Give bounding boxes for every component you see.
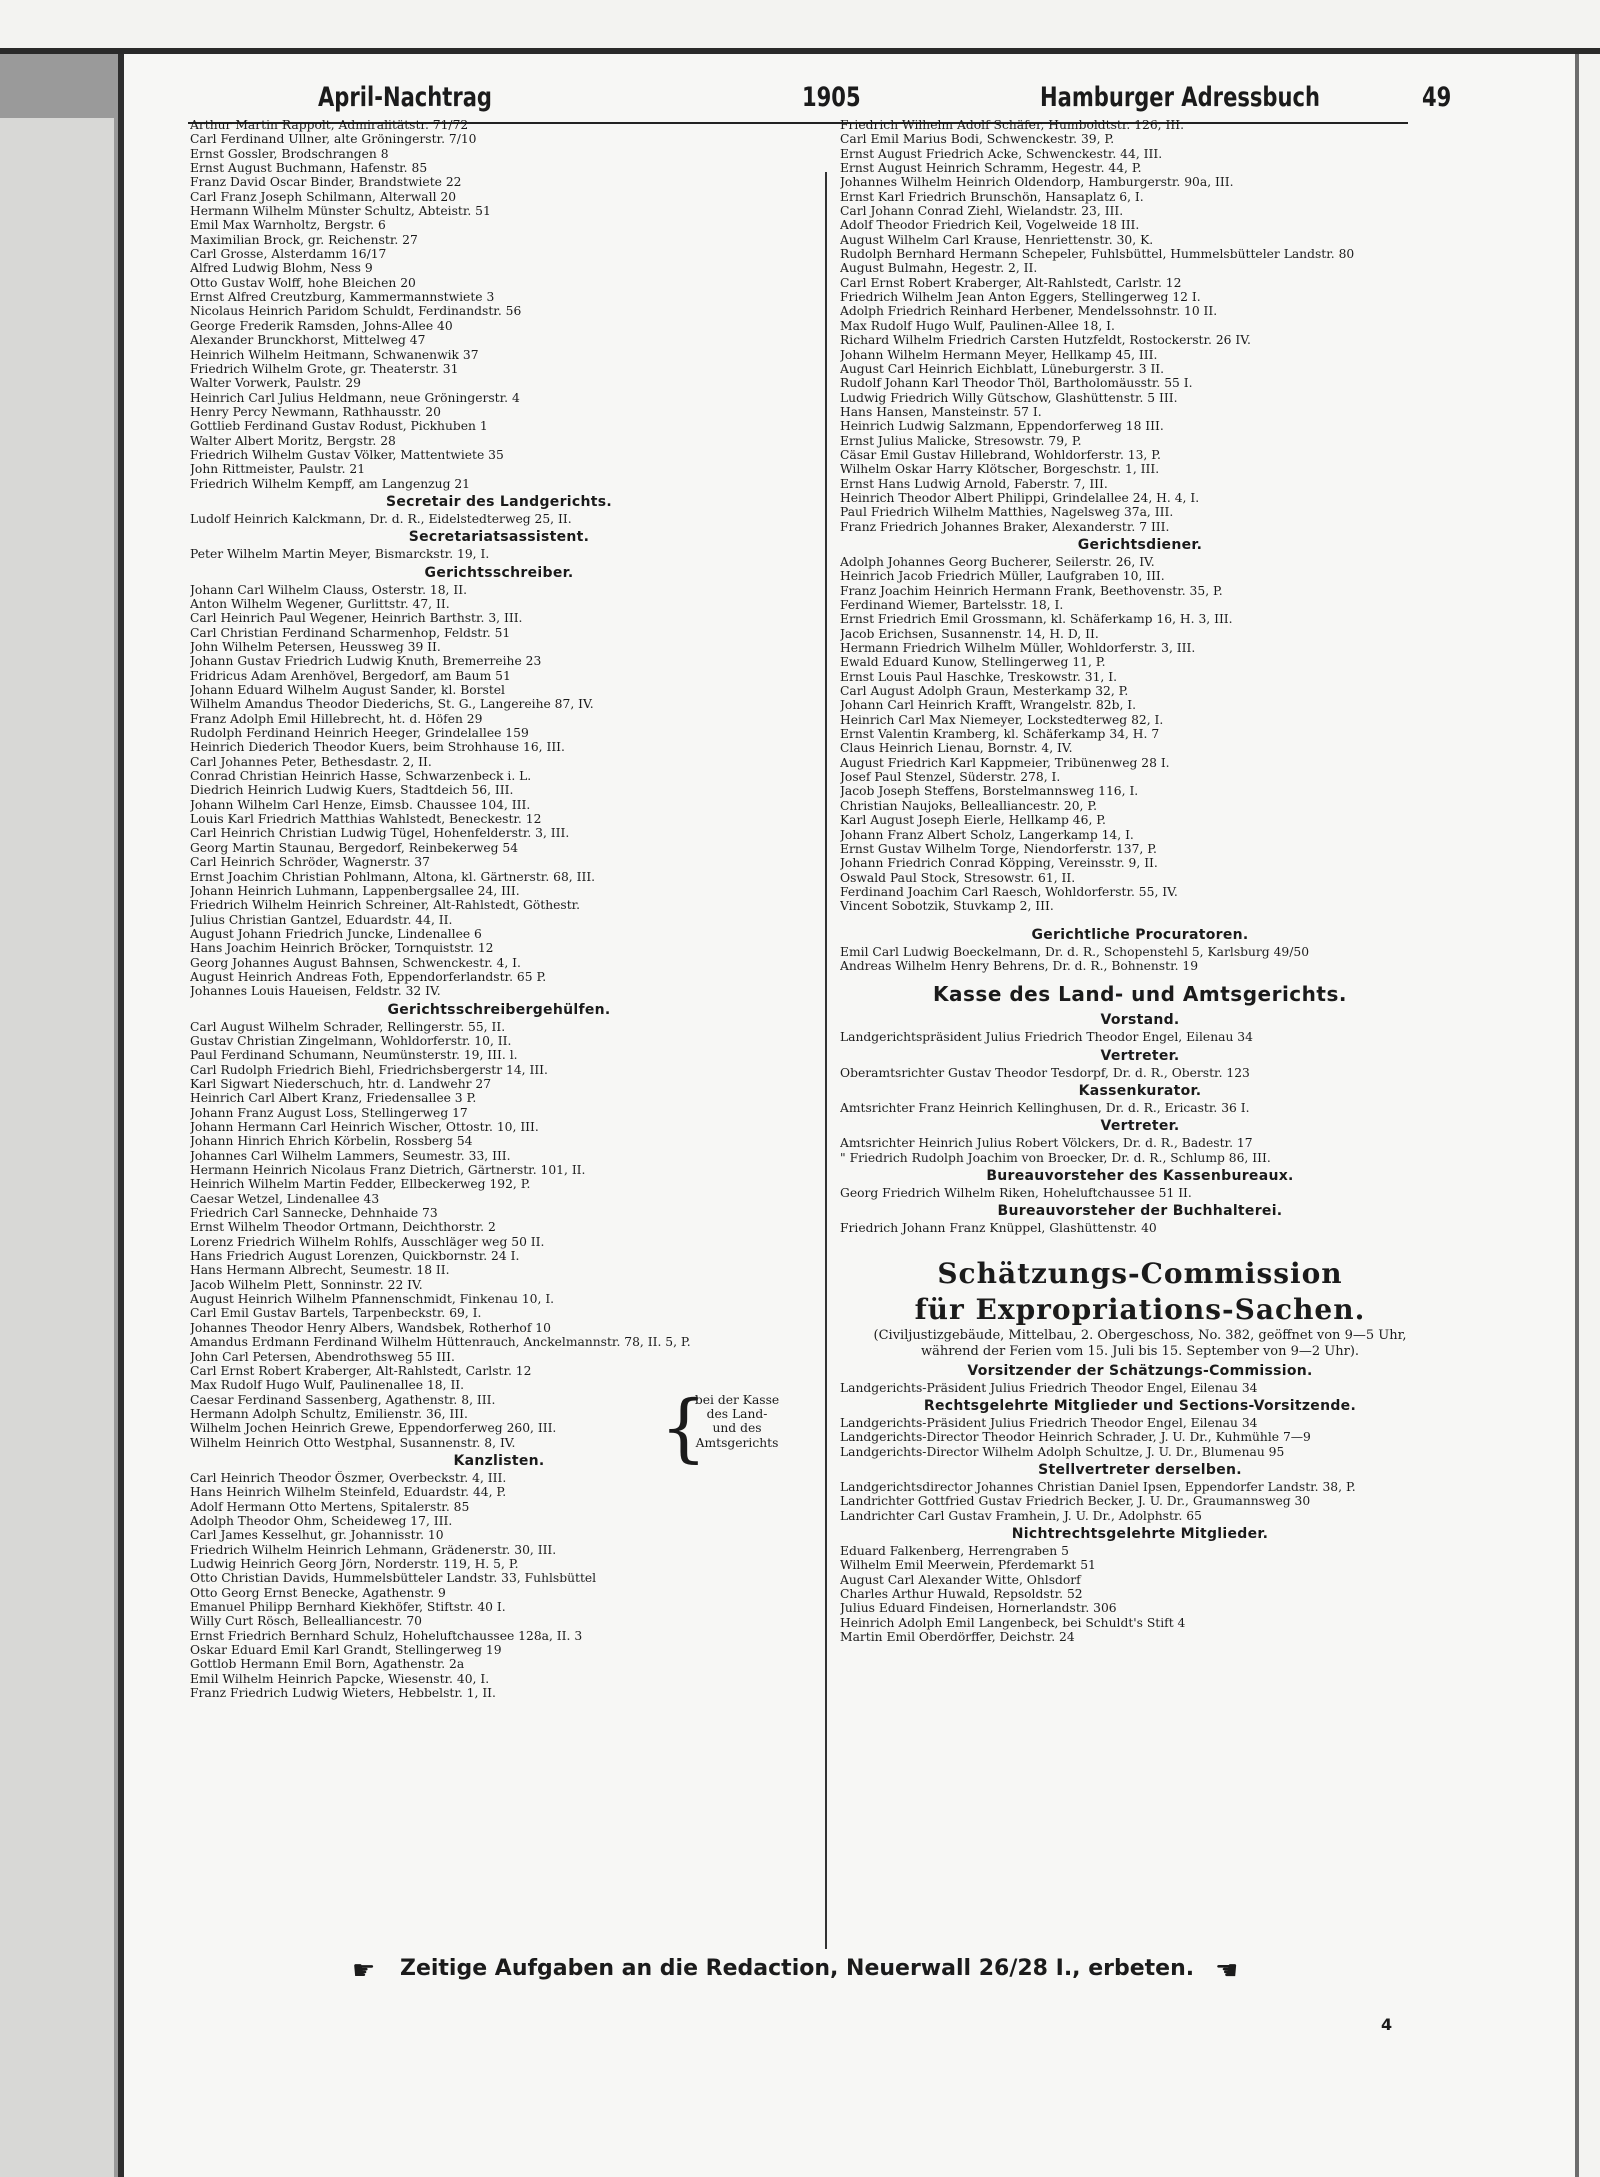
list-item: Anton Wilhelm Wegener, Gurlittstr. 47, II.	[190, 596, 450, 611]
list-item: Vincent Sobotzik, Stuvkamp 2, III.	[840, 899, 1054, 914]
list-item: Georg Johannes August Bahnsen, Schwenckestr. 4, I.	[190, 955, 521, 970]
list-item: Landgerichts-Director Theodor Heinrich Schrader, J. U. Dr., Kuhmühle 7—9	[840, 1430, 1311, 1445]
list-item: Carl Heinrich Schröder, Wagnerstr. 37	[190, 855, 430, 870]
list-item: Emil Carl Ludwig Boeckelmann, Dr. d. R., Schopenstehl 5, Karlsburg 49/50	[840, 944, 1310, 959]
list-item: Heinrich Jacob Friedrich Müller, Laufgraben 10, III.	[840, 569, 1165, 584]
list-item: " Friedrich Rudolph Joachim von Broecker, Dr. d. R., Schlump 86, III.	[840, 1150, 1271, 1165]
list-item: Wilhelm Emil Meerwein, Pferdemarkt 51	[840, 1558, 1096, 1573]
list-item: Amtsrichter Heinrich Julius Robert Völckers, Dr. d. R., Badestr. 17	[840, 1136, 1253, 1151]
section-title: Gerichtsdiener.	[1077, 536, 1203, 553]
list-item: Paul Friedrich Wilhelm Matthies, Nagelsweg 37a, III.	[840, 505, 1174, 520]
list-item: Gottlieb Ferdinand Gustav Rodust, Pickhuben 1	[190, 419, 488, 434]
section-title: Vorsitzender der Schätzungs-Commission.	[967, 1362, 1313, 1379]
list-item: Otto Gustav Wolff, hohe Bleichen 20	[190, 275, 416, 290]
list-item: Heinrich Carl Julius Heldmann, neue Gröningerstr. 4	[190, 390, 520, 405]
list-item: Andreas Wilhelm Henry Behrens, Dr. d. R., Bohnenstr. 19	[840, 958, 1199, 973]
list-item: Fridricus Adam Arenhövel, Bergedorf, am Baum 51	[190, 668, 511, 683]
list-item: Carl Emil Marius Bodi, Schwenckestr. 39, P.	[840, 132, 1115, 147]
list-item: Adolph Theodor Ohm, Scheideweg 17, III.	[190, 1513, 453, 1528]
list-item: Rudolph Ferdinand Heinrich Heeger, Grindelallee 159	[190, 726, 529, 741]
list-item: Carl Ferdinand Ullner, alte Gröningerstr. 7/10	[190, 132, 477, 147]
list-item: Amtsrichter Franz Heinrich Kellinghusen, Dr. d. R., Ericastr. 36 I.	[840, 1100, 1250, 1115]
list-procuratoren	[840, 945, 1440, 974]
list-item: Ernst Wilhelm Theodor Ortmann, Deichthorstr. 2	[190, 1220, 496, 1235]
section-title: Vertreter.	[1100, 1118, 1180, 1135]
brace-note-line: und des	[712, 1421, 762, 1436]
list-vorsitzender	[840, 1381, 1440, 1395]
footer-notice: Zeitige Aufgaben an die Redaction, Neuerwall 26/28 I., erbeten.	[400, 1956, 1195, 1981]
section-title: Stellvertreter derselben.	[1038, 1462, 1242, 1479]
list-item: Julius Christian Gantzel, Eduardstr. 44, II.	[190, 912, 453, 927]
list-item: John Wilhelm Petersen, Heussweg 39 II.	[190, 640, 441, 654]
list-item: Carl Johann Conrad Ziehl, Wielandstr. 23, III.	[840, 204, 1124, 219]
list-item: Otto Georg Ernst Benecke, Agathenstr. 9	[190, 1585, 446, 1600]
list-item: Karl Sigwart Niederschuch, htr. d. Landwehr 27	[190, 1076, 492, 1091]
header-left: April-Nachtrag	[318, 82, 493, 113]
list-item: Ernst Louis Paul Haschke, Treskowstr. 31, I.	[840, 669, 1117, 684]
list-item: Ferdinand Joachim Carl Raesch, Wohldorferstr. 55, IV.	[840, 884, 1178, 899]
list-item: Richard Wilhelm Friedrich Carsten Hutzfeldt, Rostockerstr. 26 IV.	[840, 333, 1251, 348]
list-item: Friedrich Wilhelm Gustav Völker, Mattentwiete 35	[190, 447, 504, 462]
list-item: Friedrich Wilhelm Heinrich Lehmann, Grädenerstr. 30, III.	[190, 1542, 557, 1557]
list-item: Friedrich Wilhelm Jean Anton Eggers, Stellingerweg 12 I.	[840, 290, 1201, 305]
section-title: Vorstand.	[1100, 1012, 1180, 1029]
section-title: Kanzlisten.	[453, 1452, 545, 1469]
list-item: Emil Wilhelm Heinrich Papcke, Wiesenstr. 40, I.	[190, 1671, 490, 1686]
list-item: Landrichter Gottfried Gustav Friedrich Becker, J. U. Dr., Graumannsweg 30	[840, 1494, 1311, 1509]
page-number: 49	[1422, 82, 1452, 113]
list-item: Friedrich Wilhelm Kempff, am Langenzug 21	[190, 476, 471, 491]
list-item: Claus Heinrich Lienau, Bornstr. 4, IV.	[840, 741, 1073, 756]
list-item: August Carl Heinrich Eichblatt, Lüneburgerstr. 3 II.	[840, 361, 1165, 376]
list-item: Landgerichts-Präsident Julius Friedrich Theodor Engel, Eilenau 34	[840, 1416, 1258, 1430]
list-stellvertreter	[840, 1480, 1440, 1523]
list-item: Cäsar Emil Gustav Hillebrand, Wohldorferstr. 13, P.	[840, 447, 1161, 462]
list-item: Ernst August Heinrich Schramm, Hegestr. 44, P.	[840, 161, 1142, 176]
list-item: Heinrich Wilhelm Martin Fedder, Ellbeckerweg 192, P.	[190, 1177, 531, 1192]
list-item: Ludwig Heinrich Georg Jörn, Norderstr. 119, H. 5, P.	[190, 1556, 519, 1571]
list-bureauvorsteher-buch	[840, 1221, 1440, 1235]
list-item: Johannes Wilhelm Heinrich Oldendorp, Hamburgerstr. 90a, III.	[840, 175, 1234, 190]
list-item: Ernst Karl Friedrich Brunschön, Hansaplatz 6, I.	[840, 189, 1144, 204]
list-item: Maximilian Brock, gr. Reichenstr. 27	[190, 232, 418, 247]
list-item: Alfred Ludwig Blohm, Ness 9	[190, 261, 373, 276]
list-item: Martin Emil Oberdörffer, Deichstr. 24	[840, 1630, 1075, 1645]
list-item: Hermann Heinrich Nicolaus Franz Dietrich, Gärtnerstr. 101, II.	[190, 1163, 586, 1178]
list-item: Jacob Joseph Steffens, Borstelmannsweg 116, I.	[840, 784, 1139, 799]
list-item: Ernst Friedrich Bernhard Schulz, Hoheluftchaussee 128a, II. 3	[190, 1628, 583, 1643]
list-item: Emil Max Warnholtz, Bergstr. 6	[190, 218, 386, 233]
list-item: Johannes Carl Wilhelm Lammers, Seumestr. 33, III.	[190, 1148, 511, 1163]
list-item: Peter Wilhelm Martin Meyer, Bismarckstr. 19, I.	[190, 547, 490, 562]
list-item: August Heinrich Andreas Foth, Eppendorferlandstr. 65 P.	[190, 969, 547, 984]
list-item: Ernst Gossler, Brodschrangen 8	[190, 146, 389, 161]
list-item: August Carl Alexander Witte, Ohlsdorf	[840, 1572, 1081, 1587]
list-item: Heinrich Theodor Albert Philippi, Grindelallee 24, H. 4, I.	[840, 490, 1200, 505]
list-item: Johann Hinrich Ehrich Körbelin, Rossberg 54	[190, 1134, 473, 1149]
list-item: Carl August Wilhelm Schrader, Rellingerstr. 55, II.	[190, 1019, 506, 1034]
list-item: Landgerichtsdirector Johannes Christian Daniel Ipsen, Eppendorfer Landstr. 38, P.	[840, 1480, 1356, 1495]
list-bureauvorsteher-kasse	[840, 1186, 1440, 1200]
list-item: Carl James Kesselhut, gr. Johannisstr. 10	[190, 1528, 444, 1543]
pointing-hand-left-icon: ☚	[1215, 1956, 1239, 1986]
list-item: Landgerichts-Präsident Julius Friedrich Theodor Engel, Eilenau 34	[840, 1380, 1258, 1395]
list-item: Friedrich Wilhelm Grote, gr. Theaterstr. 31	[190, 361, 459, 376]
list-kassenkurator	[840, 1101, 1440, 1115]
list-item: Hans Hermann Albrecht, Seumestr. 18 II.	[190, 1263, 450, 1278]
right-column	[840, 118, 1440, 1644]
section-title: Gerichtliche Procuratoren.	[1031, 926, 1249, 943]
list-item: Ernst Joachim Christian Pohlmann, Altona, kl. Gärtnerstr. 68, III.	[190, 869, 596, 884]
list-item: Oswald Paul Stock, Stresowstr. 61, II.	[840, 870, 1076, 885]
section-title-large: Kasse des Land- und Amtsgerichts.	[933, 982, 1347, 1007]
brace-note-line: bei der Kasse	[694, 1392, 780, 1407]
list-gehuelfen	[190, 1020, 808, 1450]
list-item: Johann Franz Albert Scholz, Langerkamp 14, I.	[840, 827, 1134, 842]
list-item: Walter Vorwerk, Paulstr. 29	[190, 376, 361, 391]
list-item: Nicolaus Heinrich Paridom Schuldt, Ferdinandstr. 56	[190, 304, 522, 319]
scan-right-edge	[1575, 54, 1579, 2177]
pointing-hand-right-icon: ☛	[352, 1956, 376, 1986]
section-title: Rechtsgelehrte Mitglieder und Sections-Vorsitzende.	[923, 1398, 1357, 1414]
list-item: Charles Arthur Huwald, Repsoldstr. 52	[840, 1587, 1083, 1602]
list-item: Wilhelm Oskar Harry Klötscher, Borgeschstr. 1, III.	[840, 462, 1160, 477]
list-item: Heinrich Carl Albert Kranz, Friedensallee 3 P.	[190, 1091, 477, 1106]
list-item: Heinrich Ludwig Salzmann, Eppendorferweg 18 III.	[840, 419, 1164, 434]
list-item: Franz Friedrich Johannes Braker, Alexanderstr. 7 III.	[840, 519, 1170, 534]
section-title: Bureauvorsteher des Kassenbureaux.	[986, 1167, 1294, 1184]
list-item: Carl Grosse, Alsterdamm 16/17	[190, 247, 387, 262]
list-item: Henry Percy Newmann, Rathhausstr. 20	[190, 404, 441, 419]
list-item: Hans Hansen, Mansteinstr. 57 I.	[840, 404, 1042, 419]
list-item: August Johann Friedrich Juncke, Lindenallee 6	[190, 926, 482, 941]
list-item: Johann Hermann Carl Heinrich Wischer, Ottostr. 10, III.	[190, 1120, 539, 1134]
list-item: August Wilhelm Carl Krause, Henriettenstr. 30, K.	[840, 232, 1154, 247]
list-item: Ernst August Buchmann, Hafenstr. 85	[190, 161, 428, 176]
section-title: Bureauvorsteher der Buchhalterei.	[997, 1203, 1283, 1220]
header-year: 1905	[802, 82, 861, 113]
list-item: Johann Heinrich Luhmann, Lappenbergsallee 24, III.	[190, 883, 520, 898]
list-item: Adolph Johannes Georg Bucherer, Seilerstr. 26, IV.	[840, 554, 1155, 569]
list-item: Carl Heinrich Paul Wegener, Heinrich Barthstr. 3, III.	[190, 611, 523, 626]
list-item: Carl Rudolph Friedrich Biehl, Friedrichsbergerstr 14, III.	[190, 1062, 548, 1077]
list-item: Georg Friedrich Wilhelm Riken, Hoheluftchaussee 51 II.	[840, 1185, 1192, 1200]
list-item: Rudolf Johann Karl Theodor Thöl, Bartholomäusstr. 55 I.	[840, 376, 1193, 391]
header-title: Hamburger Adressbuch	[1040, 82, 1320, 113]
list-item: Wilhelm Amandus Theodor Diederichs, St. G., Langereihe 87, IV.	[190, 697, 594, 712]
list-item: Adolf Theodor Friedrich Keil, Vogelweide 18 III.	[840, 218, 1140, 233]
list-item: Carl Franz Joseph Schilmann, Alterwall 20	[190, 189, 457, 204]
list-item: Ferdinand Wiemer, Bartelsstr. 18, I.	[840, 598, 1064, 612]
list-item: Amandus Erdmann Ferdinand Wilhelm Hüttenrauch, Anckelmannstr. 78, II. 5, P.	[190, 1335, 691, 1350]
list-item: Jacob Wilhelm Plett, Sonninstr. 22 IV.	[190, 1277, 423, 1292]
section-note: (Civiljustizgebäude, Mittelbau, 2. Obergeschoss, No. 382, geöffnet von 9—5 Uhr,	[873, 1327, 1407, 1343]
list-item: Johann Franz August Loss, Stellingerweg 17	[190, 1105, 468, 1120]
list-item: Friedrich Wilhelm Adolf Schäfer, Humboldtstr. 126, III.	[840, 118, 1184, 132]
list-item: Hermann Adolph Schultz, Emilienstr. 36, III.	[190, 1406, 468, 1421]
list-item: August Friedrich Karl Kappmeier, Tribünenweg 28 I.	[840, 755, 1170, 770]
section-title: Gerichtsschreiber.	[424, 564, 574, 581]
list-item: Julius Eduard Findeisen, Hornerlandstr. 306	[840, 1601, 1117, 1616]
brace-note-line: des Land-	[706, 1406, 768, 1421]
section-title: Secretair des Landgerichts.	[385, 493, 612, 510]
list-item: Friedrich Johann Franz Knüppel, Glashüttenstr. 40	[840, 1221, 1157, 1236]
list-item: Gottlob Hermann Emil Born, Agathenstr. 2a	[190, 1657, 465, 1672]
list-item: Georg Martin Staunau, Bergedorf, Reinbekerweg 54	[190, 840, 519, 855]
list-kanzlisten	[190, 1471, 808, 1701]
list-item: Landgerichts-Director Wilhelm Adolph Schultze, J. U. Dr., Blumenau 95	[840, 1444, 1285, 1459]
scan-adjacent-page	[0, 118, 114, 2177]
section-title: Secretariatsassistent.	[408, 529, 590, 546]
list-item: Franz Friedrich Ludwig Wieters, Hebbelstr. 1, II.	[190, 1686, 496, 1701]
list-vorstand	[840, 1030, 1440, 1044]
brace-note	[672, 1393, 802, 1450]
list-item: John Rittmeister, Paulstr. 21	[190, 462, 366, 477]
list-item: Wilhelm Jochen Heinrich Grewe, Eppendorferweg 260, III.	[190, 1421, 557, 1436]
column-divider	[825, 172, 827, 1949]
list-item: Carl Johannes Peter, Bethesdastr. 2, II.	[190, 754, 432, 769]
section-title: Kassenkurator.	[1078, 1082, 1202, 1099]
list-right-top	[840, 118, 1440, 534]
list-item: George Frederik Ramsden, Johns-Allee 40	[190, 318, 453, 333]
list-item: Diedrich Heinrich Ludwig Kuers, Stadtdeich 56, III.	[190, 783, 514, 798]
list-secretariatsassistent	[190, 547, 808, 561]
list-item: Ernst Gustav Wilhelm Torge, Niendorferstr. 137, P.	[840, 841, 1157, 856]
list-item: Josef Paul Stenzel, Süderstr. 278, I.	[840, 770, 1061, 785]
list-item: Adolf Hermann Otto Mertens, Spitalerstr. 85	[190, 1499, 470, 1514]
list-rechtsgelehrte	[840, 1416, 1440, 1459]
list-item: Ernst Hans Ludwig Arnold, Faberstr. 7, III.	[840, 476, 1108, 491]
list-item: Johann Wilhelm Hermann Meyer, Hellkamp 45, III.	[840, 347, 1158, 362]
list-item: Johann Carl Heinrich Krafft, Wrangelstr. 82b, I.	[840, 698, 1137, 713]
list-item: Johann Friedrich Conrad Köpping, Vereinsstr. 9, II.	[840, 856, 1158, 871]
section-title: Vertreter.	[1100, 1047, 1180, 1064]
list-item: Ernst Friedrich Emil Grossmann, kl. Schäferkamp 16, H. 3, III.	[840, 612, 1233, 627]
list-item: Eduard Falkenberg, Herrengraben 5	[840, 1544, 1069, 1559]
list-item: Friedrich Carl Sannecke, Dehnhaide 73	[190, 1206, 438, 1221]
list-item: Johann Gustav Friedrich Ludwig Knuth, Bremerreihe 23	[190, 654, 542, 669]
list-item: Heinrich Adolph Emil Langenbeck, bei Schuldt's Stift 4	[840, 1615, 1186, 1630]
list-nichtrechts	[840, 1544, 1440, 1644]
list-item: Hermann Friedrich Wilhelm Müller, Wohldorferstr. 3, III.	[840, 641, 1196, 656]
page-header	[0, 70, 1600, 113]
list-item: Carl Christian Ferdinand Scharmenhop, Feldstr. 51	[190, 625, 511, 640]
list-item: Conrad Christian Heinrich Hasse, Schwarzenbeck i. L.	[190, 769, 532, 784]
list-item: Landrichter Carl Gustav Framhein, J. U. Dr., Adolphstr. 65	[840, 1508, 1202, 1523]
brace-symbol: {	[660, 1384, 708, 1471]
list-vertreter2	[840, 1136, 1440, 1165]
list-item: Johann Eduard Wilhelm August Sander, kl. Borstel	[190, 683, 505, 698]
list-item: Caesar Ferdinand Sassenberg, Agathenstr. 8, III.	[190, 1392, 496, 1407]
list-item: Johann Wilhelm Carl Henze, Eimsb. Chaussee 104, III.	[190, 797, 531, 812]
list-sec-landgericht	[190, 512, 808, 526]
list-item: Max Rudolf Hugo Wulf, Paulinen-Allee 18, I.	[840, 318, 1115, 333]
list-item: Louis Karl Friedrich Matthias Wahlstedt, Beneckestr. 12	[190, 812, 542, 827]
list-item: Oskar Eduard Emil Karl Grandt, Stellingerweg 19	[190, 1643, 502, 1658]
list-item: Jacob Erichsen, Susannenstr. 14, H. D, II.	[840, 626, 1099, 641]
list-item: Max Rudolf Hugo Wulf, Paulinenallee 18, II.	[190, 1378, 465, 1393]
list-item: Carl Heinrich Christian Ludwig Tügel, Hohenfelderstr. 3, III.	[190, 826, 570, 841]
list-item: Carl Heinrich Theodor Öszmer, Overbeckstr. 4, III.	[190, 1470, 507, 1485]
list-item: August Heinrich Wilhelm Pfannenschmidt, Finkenau 10, I.	[190, 1292, 555, 1307]
list-item: Caesar Wetzel, Lindenallee 43	[190, 1191, 380, 1206]
list-item: Franz Adolph Emil Hillebrecht, ht. d. Höfen 29	[190, 711, 483, 726]
list-item: Heinrich Carl Max Niemeyer, Lockstedterweg 82, I.	[840, 712, 1164, 727]
list-item: Karl August Joseph Eierle, Hellkamp 46, P.	[840, 813, 1106, 828]
list-item: Ewald Eduard Kunow, Stellingerweg 11, P.	[840, 655, 1106, 670]
section-title: Nichtrechtsgelehrte Mitglieder.	[1011, 1526, 1269, 1543]
list-item: Johann Carl Wilhelm Clauss, Osterstr. 18, II.	[190, 582, 467, 597]
signature-mark: 4	[1381, 2015, 1393, 2034]
list-item: Ludwig Friedrich Willy Gütschow, Glashüttenstr. 5 III.	[840, 390, 1178, 405]
list-item: Lorenz Friedrich Wilhelm Rohlfs, Ausschläger weg 50 II.	[190, 1234, 545, 1249]
list-item: Hans Heinrich Wilhelm Steinfeld, Eduardstr. 44, P.	[190, 1485, 507, 1500]
list-item: Rudolph Bernhard Hermann Schepeler, Fuhlsbüttel, Hummelsbütteler Landstr. 80	[840, 247, 1355, 262]
list-item: August Bulmahn, Hegestr. 2, II.	[840, 261, 1038, 276]
list-item: Hans Joachim Heinrich Bröcker, Tornquiststr. 12	[190, 941, 494, 956]
list-item: Adolph Friedrich Reinhard Herbener, Mendelssohnstr. 10 II.	[840, 304, 1218, 319]
list-item: Wilhelm Heinrich Otto Westphal, Susannenstr. 8, IV.	[190, 1435, 516, 1450]
left-column	[190, 118, 808, 1700]
list-item: Otto Christian Davids, Hummelsbütteler Landstr. 33, Fuhlsbüttel	[190, 1571, 597, 1586]
list-item: John Carl Petersen, Abendrothsweg 55 III.	[190, 1349, 455, 1364]
list-item: Carl Ernst Robert Kraberger, Alt-Rahlstedt, Carlstr. 12	[840, 275, 1182, 290]
list-item: Ernst Alfred Creutzburg, Kammermannstwiete 3	[190, 290, 495, 305]
list-item: Hermann Wilhelm Münster Schultz, Abteistr. 51	[190, 204, 491, 219]
list-item: Landgerichtspräsident Julius Friedrich Theodor Engel, Eilenau 34	[840, 1030, 1253, 1045]
list-item: Ernst Julius Malicke, Stresowstr. 79, P.	[840, 433, 1082, 448]
section-note: während der Ferien vom 15. Juli bis 15. September von 9—2 Uhr).	[920, 1343, 1360, 1359]
list-item: Emanuel Philipp Bernhard Kiekhöfer, Stiftstr. 40 I.	[190, 1600, 506, 1614]
list-gerichtsdiener	[840, 555, 1440, 914]
section-title: Gerichtsschreibergehülfen.	[387, 1001, 611, 1018]
brace-note-line: Amtsgerichts	[695, 1435, 779, 1450]
list-item: Johannes Louis Haueisen, Feldstr. 32 IV.	[190, 984, 441, 999]
list-item: Walter Albert Moritz, Bergstr. 28	[190, 433, 396, 448]
list-item: Arthur Martin Rappolt, Admiralitätstr. 71/72	[190, 118, 469, 132]
list-item: Heinrich Diederich Theodor Kuers, beim Strohhause 16, III.	[190, 740, 565, 755]
list-item: Ludolf Heinrich Kalckmann, Dr. d. R., Eidelstedterweg 25, II.	[190, 511, 572, 526]
list-item: Ernst Valentin Kramberg, kl. Schäferkamp 34, H. 7	[840, 727, 1160, 742]
list-item: Christian Naujoks, Bellealliancestr. 20, P.	[840, 798, 1098, 813]
list-item: Johannes Theodor Henry Albers, Wandsbek, Rotherhof 10	[190, 1320, 551, 1335]
list-item: Heinrich Wilhelm Heitmann, Schwanenwik 37	[190, 347, 479, 362]
list-gerichtsschreiber	[190, 583, 808, 999]
list-item: Carl Emil Gustav Bartels, Tarpenbeckstr. 69, I.	[190, 1306, 482, 1321]
list-item: Franz David Oscar Binder, Brandstwiete 22	[190, 175, 462, 190]
list-item: Friedrich Wilhelm Heinrich Schreiner, Alt-Rahlstedt, Göthestr.	[190, 898, 581, 913]
section-title-huge: für Expropriations-Sachen.	[914, 1292, 1366, 1326]
list-item: Willy Curt Rösch, Bellealliancestr. 70	[190, 1614, 422, 1629]
list-vertreter1	[840, 1066, 1440, 1080]
list-top-entries	[190, 118, 808, 491]
list-item: Ernst August Friedrich Acke, Schwenckestr. 44, III.	[840, 146, 1163, 161]
list-item: Oberamtsrichter Gustav Theodor Tesdorpf, Dr. d. R., Oberstr. 123	[840, 1065, 1250, 1080]
list-item: Carl Ernst Robert Kraberger, Alt-Rahlstedt, Carlstr. 12	[190, 1363, 532, 1378]
section-title-huge: Schätzungs-Commission	[937, 1256, 1343, 1290]
list-item: Gustav Christian Zingelmann, Wohldorferstr. 10, II.	[190, 1033, 512, 1048]
list-item: Paul Ferdinand Schumann, Neumünsterstr. 19, III. l.	[190, 1048, 518, 1063]
list-item: Alexander Brunckhorst, Mittelweg 47	[190, 333, 426, 348]
list-item: Hans Friedrich August Lorenzen, Quickbornstr. 24 I.	[190, 1249, 520, 1264]
list-item: Franz Joachim Heinrich Hermann Frank, Beethovenstr. 35, P.	[840, 583, 1223, 598]
list-item: Carl August Adolph Graun, Mesterkamp 32, P.	[840, 684, 1129, 699]
